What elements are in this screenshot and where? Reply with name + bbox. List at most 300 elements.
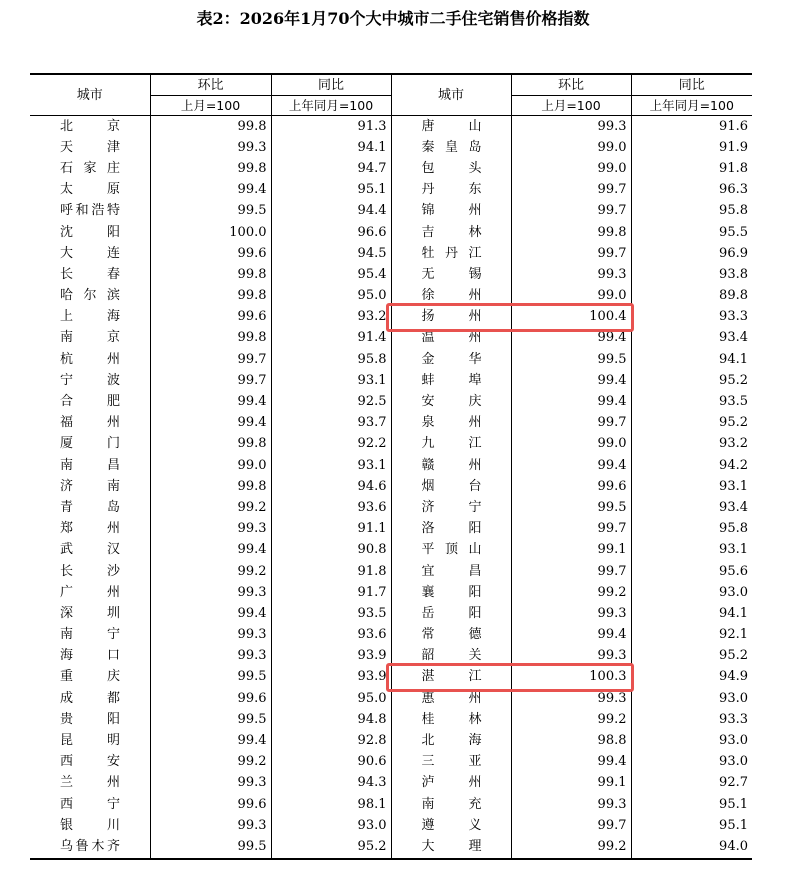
yoy-value-right: 95.2 [719, 372, 748, 388]
city-label: 宜昌 [421, 563, 482, 579]
yoy-value-right: 94.1 [719, 605, 748, 621]
yoy-value-right: 93.4 [719, 499, 748, 515]
header-mom-base-left: 上月=100 [150, 96, 271, 116]
city-name-left [30, 391, 150, 412]
mom-value-left: 99.2 [150, 497, 271, 518]
mom-value-left: 99.8 [150, 476, 271, 497]
city-name-left [30, 476, 150, 497]
yoy-value-right: 95.8 [719, 203, 748, 219]
city-label: 南宁 [60, 627, 120, 643]
city-name-right [391, 773, 511, 794]
city-label: 泸州 [421, 775, 482, 791]
table-row [30, 688, 752, 709]
mom-value-left: 99.8 [150, 264, 271, 285]
city-name-left [30, 349, 150, 370]
city-label: 扬州 [421, 309, 482, 325]
city-label: 重庆 [60, 669, 120, 685]
mom-value-left: 99.4 [150, 413, 271, 434]
table-row [30, 201, 752, 222]
table-row [30, 794, 752, 815]
table-row [30, 540, 752, 561]
yoy-value-left: 90.8 [271, 540, 391, 561]
yoy-value-left: 94.5 [271, 243, 391, 264]
city-label: 武汉 [60, 542, 120, 558]
yoy-value-right: 93.5 [719, 394, 748, 410]
mom-value-right: 99.0 [511, 158, 631, 179]
yoy-value-left: 95.4 [271, 264, 391, 285]
city-label: 南京 [60, 330, 120, 346]
mom-value-left: 99.4 [150, 540, 271, 561]
yoy-value-right: 96.3 [719, 182, 748, 198]
city-name-right [391, 540, 511, 561]
table-row [30, 222, 752, 243]
yoy-value-right: 92.7 [719, 775, 748, 791]
table-row [30, 307, 752, 328]
city-name-right [391, 625, 511, 646]
yoy-value-left: 93.9 [271, 667, 391, 688]
city-label: 银川 [60, 817, 120, 833]
mom-value-right: 99.0 [511, 434, 631, 455]
mom-value-right: 99.7 [511, 201, 631, 222]
yoy-value-left: 92.2 [271, 434, 391, 455]
city-name-left [30, 540, 150, 561]
mom-value-left: 99.3 [150, 625, 271, 646]
table-row [30, 646, 752, 667]
mom-value-left: 99.8 [150, 328, 271, 349]
city-label: 湛江 [421, 669, 482, 685]
table-row [30, 476, 752, 497]
yoy-value-right: 96.9 [719, 245, 748, 261]
city-name-right [391, 264, 511, 285]
city-label: 平顶山 [421, 542, 482, 558]
city-name-left [30, 561, 150, 582]
table-row [30, 286, 752, 307]
city-label: 桂林 [421, 711, 482, 727]
yoy-value-right: 93.2 [719, 436, 748, 452]
city-label: 乌鲁木齐 [60, 838, 120, 854]
mom-value-right: 99.7 [511, 413, 631, 434]
mom-value-right: 99.7 [511, 815, 631, 836]
mom-value-right: 99.8 [511, 222, 631, 243]
mom-value-right: 99.0 [511, 286, 631, 307]
city-label: 丹东 [421, 182, 482, 198]
city-label: 三亚 [421, 754, 482, 770]
mom-value-right: 99.0 [511, 137, 631, 158]
mom-value-left: 99.7 [150, 370, 271, 391]
city-label: 长沙 [60, 563, 120, 579]
mom-value-right: 99.4 [511, 391, 631, 412]
mom-value-left: 99.3 [150, 646, 271, 667]
city-label: 哈尔滨 [60, 288, 120, 304]
mom-value-right: 99.6 [511, 476, 631, 497]
yoy-value-right: 93.4 [719, 330, 748, 346]
yoy-value-right: 93.0 [719, 754, 748, 770]
mom-value-left: 99.4 [150, 391, 271, 412]
city-label: 牡丹江 [421, 245, 482, 261]
mom-value-right: 100.3 [511, 667, 631, 688]
city-name-left [30, 497, 150, 518]
yoy-value-right: 91.9 [719, 139, 748, 155]
mom-value-right: 99.3 [511, 264, 631, 285]
mom-value-right: 99.3 [511, 646, 631, 667]
city-name-left [30, 603, 150, 624]
city-label: 天津 [60, 139, 120, 155]
mom-value-left: 99.3 [150, 137, 271, 158]
city-label: 贵阳 [60, 711, 120, 727]
city-name-right [391, 434, 511, 455]
city-label: 杭州 [60, 351, 120, 367]
table-row [30, 667, 752, 688]
yoy-value-left: 93.7 [271, 413, 391, 434]
header-city-left: 城市 [30, 74, 150, 116]
city-name-right [391, 137, 511, 158]
city-name-left [30, 413, 150, 434]
yoy-value-left: 91.7 [271, 582, 391, 603]
city-name-left [30, 328, 150, 349]
city-name-right [391, 730, 511, 751]
city-label: 深圳 [60, 605, 120, 621]
city-label: 上海 [60, 309, 120, 325]
mom-value-right: 99.7 [511, 243, 631, 264]
mom-value-left: 99.6 [150, 688, 271, 709]
city-label: 石家庄 [60, 160, 120, 176]
table-row [30, 413, 752, 434]
city-label: 海口 [60, 648, 120, 664]
city-label: 赣州 [421, 457, 482, 473]
table-row [30, 137, 752, 158]
yoy-value-right: 95.6 [719, 563, 748, 579]
table-row [30, 497, 752, 518]
city-name-left [30, 730, 150, 751]
table-row [30, 582, 752, 603]
city-name-left [30, 519, 150, 540]
yoy-value-left: 91.3 [271, 116, 391, 138]
city-name-right [391, 476, 511, 497]
mom-value-left: 99.2 [150, 561, 271, 582]
mom-value-right: 99.3 [511, 603, 631, 624]
city-label: 韶关 [421, 648, 482, 664]
city-label: 宁波 [60, 372, 120, 388]
mom-value-left: 99.5 [150, 201, 271, 222]
city-label: 徐州 [421, 288, 482, 304]
mom-value-left: 99.4 [150, 603, 271, 624]
yoy-value-left: 94.6 [271, 476, 391, 497]
mom-value-left: 99.5 [150, 667, 271, 688]
mom-value-left: 99.8 [150, 158, 271, 179]
city-label: 烟台 [421, 478, 482, 494]
city-name-right [391, 582, 511, 603]
yoy-value-right: 91.8 [719, 160, 748, 176]
city-name-left [30, 201, 150, 222]
table-row [30, 158, 752, 179]
yoy-value-left: 95.8 [271, 349, 391, 370]
yoy-value-left: 93.2 [271, 307, 391, 328]
yoy-value-right: 93.8 [719, 266, 748, 282]
table-row [30, 773, 752, 794]
city-name-left [30, 773, 150, 794]
yoy-value-left: 93.0 [271, 815, 391, 836]
yoy-value-right: 95.1 [719, 817, 748, 833]
city-label: 西安 [60, 754, 120, 770]
city-label: 合肥 [60, 394, 120, 410]
yoy-value-left: 90.6 [271, 752, 391, 773]
yoy-value-right: 92.1 [719, 627, 748, 643]
mom-value-left: 99.5 [150, 836, 271, 858]
yoy-value-left: 94.1 [271, 137, 391, 158]
price-index-table [30, 73, 752, 860]
city-name-right [391, 519, 511, 540]
yoy-value-left: 95.1 [271, 180, 391, 201]
city-name-right [391, 561, 511, 582]
city-label: 兰州 [60, 775, 120, 791]
city-name-right [391, 286, 511, 307]
city-label: 唐山 [421, 118, 482, 134]
mom-value-right: 100.4 [511, 307, 631, 328]
mom-value-left: 99.2 [150, 752, 271, 773]
mom-value-right: 99.2 [511, 582, 631, 603]
city-label: 安庆 [421, 394, 482, 410]
table-row [30, 625, 752, 646]
city-name-right [391, 688, 511, 709]
city-label: 秦皇岛 [421, 139, 482, 155]
mom-value-left: 99.6 [150, 307, 271, 328]
mom-value-left: 99.3 [150, 773, 271, 794]
mom-value-right: 99.1 [511, 540, 631, 561]
yoy-value-left: 95.0 [271, 286, 391, 307]
yoy-value-right: 91.6 [719, 118, 748, 134]
table-row [30, 836, 752, 858]
city-label: 济南 [60, 478, 120, 494]
table-row [30, 328, 752, 349]
city-name-left [30, 455, 150, 476]
yoy-value-left: 91.4 [271, 328, 391, 349]
city-label: 北海 [421, 733, 482, 749]
city-name-right [391, 497, 511, 518]
mom-value-left: 99.6 [150, 794, 271, 815]
city-name-left [30, 434, 150, 455]
mom-value-left: 99.8 [150, 434, 271, 455]
mom-value-left: 100.0 [150, 222, 271, 243]
mom-value-left: 99.8 [150, 116, 271, 138]
yoy-value-left: 91.8 [271, 561, 391, 582]
mom-value-left: 99.4 [150, 730, 271, 751]
city-label: 郑州 [60, 521, 120, 537]
city-name-right [391, 158, 511, 179]
table-row [30, 349, 752, 370]
city-name-right [391, 391, 511, 412]
header-yoy-right: 同比 [631, 74, 752, 96]
mom-value-right: 99.7 [511, 519, 631, 540]
city-name-left [30, 625, 150, 646]
yoy-value-right: 93.1 [719, 542, 748, 558]
yoy-value-left: 95.2 [271, 836, 391, 858]
mom-value-left: 99.3 [150, 815, 271, 836]
city-name-right [391, 709, 511, 730]
city-name-right [391, 815, 511, 836]
table-row [30, 243, 752, 264]
city-name-right [391, 222, 511, 243]
table-row [30, 752, 752, 773]
mom-value-left: 99.5 [150, 709, 271, 730]
yoy-value-left: 91.1 [271, 519, 391, 540]
mom-value-left: 99.3 [150, 582, 271, 603]
city-label: 洛阳 [421, 521, 482, 537]
city-label: 福州 [60, 415, 120, 431]
yoy-value-right: 95.2 [719, 648, 748, 664]
mom-value-right: 98.8 [511, 730, 631, 751]
header-mom-right: 环比 [511, 74, 631, 96]
yoy-value-right: 93.3 [719, 309, 748, 325]
city-name-right [391, 328, 511, 349]
city-label: 常德 [421, 627, 482, 643]
mom-value-right: 99.7 [511, 180, 631, 201]
city-name-left [30, 307, 150, 328]
mom-value-right: 99.5 [511, 349, 631, 370]
table-row [30, 709, 752, 730]
city-label: 吉林 [421, 224, 482, 240]
yoy-value-left: 93.6 [271, 625, 391, 646]
city-name-left [30, 794, 150, 815]
header-mom-base-right: 上月=100 [511, 96, 631, 116]
city-name-left [30, 836, 150, 858]
city-name-left [30, 709, 150, 730]
city-name-right [391, 116, 511, 138]
table-row [30, 561, 752, 582]
mom-value-right: 99.4 [511, 455, 631, 476]
mom-value-left: 99.4 [150, 180, 271, 201]
yoy-value-left: 93.1 [271, 370, 391, 391]
city-label: 锦州 [421, 203, 482, 219]
mom-value-right: 99.1 [511, 773, 631, 794]
city-label: 金华 [421, 351, 482, 367]
city-name-right [391, 370, 511, 391]
city-label: 大连 [60, 245, 120, 261]
city-label: 包头 [421, 160, 482, 176]
city-label: 襄阳 [421, 584, 482, 600]
city-name-left [30, 158, 150, 179]
city-name-left [30, 264, 150, 285]
yoy-value-left: 93.1 [271, 455, 391, 476]
header-yoy-left: 同比 [271, 74, 391, 96]
city-label: 南充 [421, 796, 482, 812]
yoy-value-left: 92.5 [271, 391, 391, 412]
city-label: 蚌埠 [421, 372, 482, 388]
city-label: 南昌 [60, 457, 120, 473]
mom-value-right: 99.2 [511, 836, 631, 858]
yoy-value-left: 92.8 [271, 730, 391, 751]
city-label: 惠州 [421, 690, 482, 706]
city-name-left [30, 137, 150, 158]
yoy-value-left: 94.4 [271, 201, 391, 222]
header-yoy-base-left: 上年同月=100 [271, 96, 391, 116]
city-label: 泉州 [421, 415, 482, 431]
table-row [30, 434, 752, 455]
yoy-value-left: 94.8 [271, 709, 391, 730]
yoy-value-left: 94.7 [271, 158, 391, 179]
yoy-value-left: 96.6 [271, 222, 391, 243]
table-row [30, 264, 752, 285]
city-name-left [30, 370, 150, 391]
city-label: 长春 [60, 266, 120, 282]
city-name-left [30, 815, 150, 836]
mom-value-right: 99.5 [511, 497, 631, 518]
mom-value-right: 99.3 [511, 794, 631, 815]
table-row [30, 815, 752, 836]
yoy-value-right: 94.0 [631, 836, 752, 858]
table-row [30, 730, 752, 751]
city-label: 无锡 [421, 266, 482, 282]
city-name-right [391, 180, 511, 201]
yoy-value-right: 95.5 [719, 224, 748, 240]
city-label: 岳阳 [421, 605, 482, 621]
city-label: 厦门 [60, 436, 120, 452]
city-name-left [30, 286, 150, 307]
table-row [30, 519, 752, 540]
city-name-right [391, 646, 511, 667]
yoy-value-right: 94.1 [719, 351, 748, 367]
city-name-right [391, 243, 511, 264]
city-name-left [30, 582, 150, 603]
mom-value-right: 99.4 [511, 370, 631, 391]
city-label: 青岛 [60, 499, 120, 515]
yoy-value-left: 93.9 [271, 646, 391, 667]
city-label: 太原 [60, 182, 120, 198]
city-name-left [30, 116, 150, 138]
yoy-value-right: 95.2 [719, 415, 748, 431]
yoy-value-right: 93.0 [719, 690, 748, 706]
header-yoy-base-right: 上年同月=100 [631, 96, 752, 116]
yoy-value-left: 93.5 [271, 603, 391, 624]
table-row [30, 370, 752, 391]
city-name-left [30, 222, 150, 243]
yoy-value-right: 95.8 [719, 521, 748, 537]
table-row [30, 603, 752, 624]
city-label: 北京 [60, 118, 120, 134]
yoy-value-left: 93.6 [271, 497, 391, 518]
city-name-left [30, 243, 150, 264]
city-name-right [391, 794, 511, 815]
table-row [30, 455, 752, 476]
table-row [30, 116, 752, 138]
city-name-right [391, 455, 511, 476]
city-name-right [391, 307, 511, 328]
city-name-right [391, 603, 511, 624]
header-city-right: 城市 [391, 74, 511, 116]
city-name-left [30, 752, 150, 773]
table-row [30, 391, 752, 412]
mom-value-right: 99.4 [511, 625, 631, 646]
city-name-right [391, 667, 511, 688]
mom-value-left: 99.8 [150, 286, 271, 307]
mom-value-left: 99.6 [150, 243, 271, 264]
city-label: 广州 [60, 584, 120, 600]
city-label: 大理 [421, 838, 482, 854]
city-label: 温州 [421, 330, 482, 346]
yoy-value-right: 89.8 [719, 288, 748, 304]
yoy-value-right: 93.0 [719, 733, 748, 749]
yoy-value-right: 95.1 [719, 796, 748, 812]
mom-value-right: 99.4 [511, 328, 631, 349]
city-name-right [391, 752, 511, 773]
yoy-value-left: 95.0 [271, 688, 391, 709]
yoy-value-right: 93.0 [719, 584, 748, 600]
mom-value-left: 99.3 [150, 519, 271, 540]
yoy-value-left: 98.1 [271, 794, 391, 815]
city-label: 昆明 [60, 733, 120, 749]
city-name-right [391, 201, 511, 222]
yoy-value-left: 94.3 [271, 773, 391, 794]
city-name-left [30, 667, 150, 688]
